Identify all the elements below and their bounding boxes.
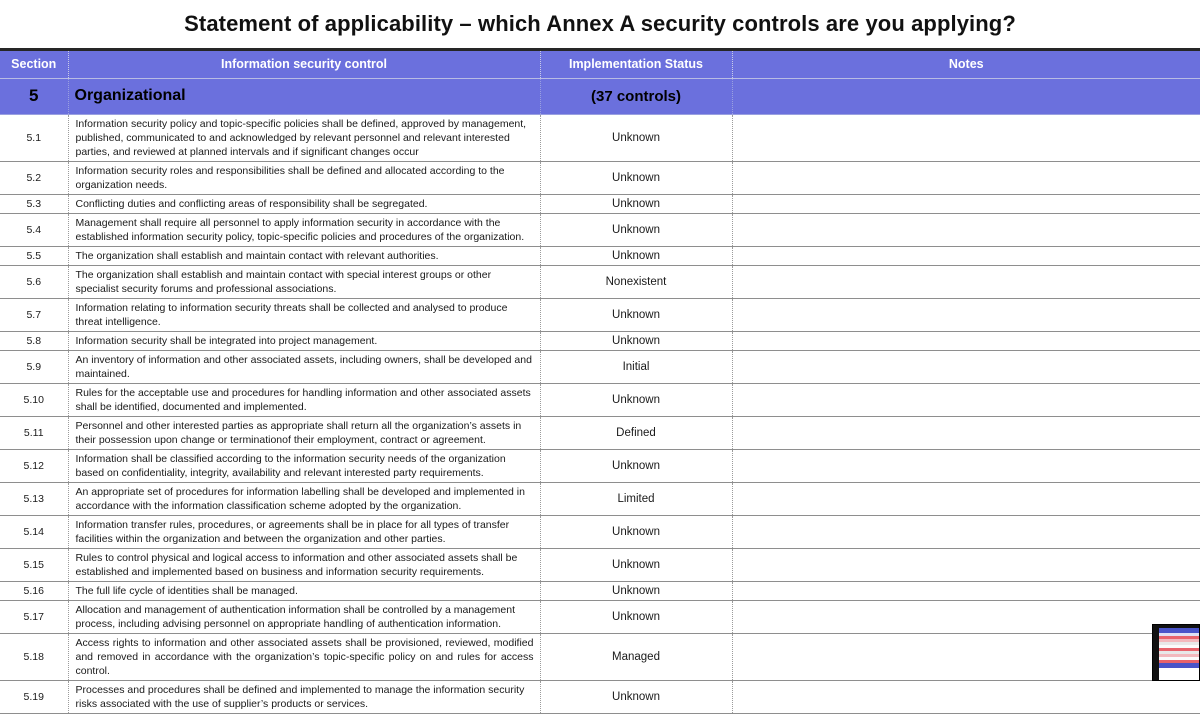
cell-notes[interactable] — [732, 548, 1200, 581]
control-line: Personnel and other interested parties as appropriate shall return all the organization’s assets in their possession upon change or termination — [75, 419, 522, 446]
cell-implementation-status[interactable]: Limited — [540, 482, 732, 515]
cell-control-description: Processes and procedures shall be defined and implemented to manage the information security risks associated with the use of supplier’s products or services. — [68, 680, 540, 713]
cell-section: 5.3 — [0, 194, 68, 213]
cell-control-description: Rules for the acceptable use and procedures for handling information and other associated assets shall be identified, documented and implemented. — [68, 383, 540, 416]
cell-section: 5.11 — [0, 416, 68, 449]
pip-thumbnail-content — [1159, 628, 1199, 680]
page-title: Statement of applicability – which Annex A security controls are you applying? — [184, 11, 1016, 36]
table-header-row — [0, 51, 1200, 78]
page-title-bar — [0, 0, 1200, 48]
statement-of-applicability-table — [0, 51, 1200, 714]
table-row — [0, 161, 1200, 194]
group-control-count: (37 controls) — [540, 78, 732, 114]
cell-section: 5.19 — [0, 680, 68, 713]
cell-section: 5.15 — [0, 548, 68, 581]
cell-control-description: An inventory of information and other associated assets, including owners, shall be developed and maintained. — [68, 350, 540, 383]
column-header-section[interactable]: Section — [0, 51, 68, 78]
table-row — [0, 633, 1200, 680]
cell-implementation-status[interactable]: Initial — [540, 350, 732, 383]
cell-notes[interactable] — [732, 482, 1200, 515]
cell-section: 5.5 — [0, 246, 68, 265]
cell-control-description: Information relating to information security threats shall be collected and analysed to produce threat intelligence. — [68, 298, 540, 331]
pip-band — [1159, 663, 1199, 668]
cell-notes[interactable] — [732, 246, 1200, 265]
group-row-organizational — [0, 78, 1200, 114]
cell-implementation-status[interactable]: Defined — [540, 416, 732, 449]
cell-implementation-status[interactable]: Unknown — [540, 298, 732, 331]
cell-implementation-status[interactable]: Managed — [540, 633, 732, 680]
cell-notes[interactable] — [732, 161, 1200, 194]
cell-control-description: Conflicting duties and conflicting areas of responsibility shall be segregated. — [68, 194, 540, 213]
cell-control-description: Allocation and management of authentication information shall be controlled by a management process, including advising personnel on appropriate handling of authentication information. — [68, 600, 540, 633]
table-row — [0, 114, 1200, 161]
cell-notes[interactable] — [732, 350, 1200, 383]
column-header-notes[interactable]: Notes — [732, 51, 1200, 78]
cell-section: 5.16 — [0, 581, 68, 600]
table-row — [0, 482, 1200, 515]
cell-control-description: The organization shall establish and maintain contact with special interest groups or other specialist security forums and professional associations. — [68, 265, 540, 298]
table-row — [0, 331, 1200, 350]
cell-control-description: An appropriate set of procedures for information labelling shall be developed and implemented in accordance with the information classification scheme adopted by the organization. — [68, 482, 540, 515]
cell-notes[interactable] — [732, 114, 1200, 161]
table-row — [0, 194, 1200, 213]
group-notes-cell[interactable] — [732, 78, 1200, 114]
cell-section: 5.10 — [0, 383, 68, 416]
cell-implementation-status[interactable]: Unknown — [540, 246, 732, 265]
table-body — [0, 78, 1200, 713]
table-row — [0, 548, 1200, 581]
cell-implementation-status[interactable]: Unknown — [540, 331, 732, 350]
cell-notes[interactable] — [732, 213, 1200, 246]
cell-section: 5.8 — [0, 331, 68, 350]
cell-notes[interactable] — [732, 449, 1200, 482]
cell-control-description: The full life cycle of identities shall be managed. — [68, 581, 540, 600]
cell-implementation-status[interactable]: Unknown — [540, 680, 732, 713]
cell-notes[interactable] — [732, 600, 1200, 633]
table-row — [0, 265, 1200, 298]
table-row — [0, 298, 1200, 331]
cell-implementation-status[interactable]: Nonexistent — [540, 265, 732, 298]
table-row — [0, 246, 1200, 265]
cell-notes[interactable] — [732, 680, 1200, 713]
table-row — [0, 213, 1200, 246]
cell-control-description: Access rights to information and other associated assets shall be provisioned, reviewed, modified and removed in accordance with the organization’s topic-specific policy on and rules for access control. — [68, 633, 540, 680]
cell-section: 5.4 — [0, 213, 68, 246]
cell-implementation-status[interactable]: Unknown — [540, 161, 732, 194]
cell-section: 5.6 — [0, 265, 68, 298]
table-row — [0, 600, 1200, 633]
table-row — [0, 350, 1200, 383]
cell-section: 5.18 — [0, 633, 68, 680]
cell-notes[interactable] — [732, 633, 1200, 680]
table-row — [0, 581, 1200, 600]
cell-implementation-status[interactable]: Unknown — [540, 581, 732, 600]
cell-implementation-status[interactable]: Unknown — [540, 600, 732, 633]
picture-in-picture-preview[interactable] — [1152, 624, 1200, 681]
cell-control-description — [68, 416, 540, 449]
cell-notes[interactable] — [732, 194, 1200, 213]
cell-control-description: Management shall require all personnel to apply information security in accordance with the established information security policy, topic-specific policies and procedures of the organization. — [68, 213, 540, 246]
cell-section: 5.14 — [0, 515, 68, 548]
table-row — [0, 383, 1200, 416]
cell-implementation-status[interactable]: Unknown — [540, 383, 732, 416]
cell-implementation-status[interactable]: Unknown — [540, 114, 732, 161]
cell-control-description: Information transfer rules, procedures, or agreements shall be in place for all types of transfer facilities within the organization and between the organization and other parties. — [68, 515, 540, 548]
cell-implementation-status[interactable]: Unknown — [540, 194, 732, 213]
control-line: of their employment, contract or agreement. — [282, 433, 486, 446]
cell-section: 5.17 — [0, 600, 68, 633]
cell-section: 5.7 — [0, 298, 68, 331]
cell-notes[interactable] — [732, 331, 1200, 350]
column-header-status[interactable]: Implementation Status — [540, 51, 732, 78]
cell-notes[interactable] — [732, 515, 1200, 548]
cell-control-description: Information security shall be integrated into project management. — [68, 331, 540, 350]
cell-control-description: Information security policy and topic-specific policies shall be defined, approved by management, published, communicated to and acknowledged by relevant personnel and relevant interested parties, and reviewed at planned intervals and if significant changes occur — [68, 114, 540, 161]
cell-notes[interactable] — [732, 416, 1200, 449]
table-row — [0, 449, 1200, 482]
cell-implementation-status[interactable]: Unknown — [540, 515, 732, 548]
group-number: 5 — [0, 78, 68, 114]
cell-control-description: Information shall be classified according to the information security needs of the organization based on confidentiality, integrity, availability and relevant interested party requirements. — [68, 449, 540, 482]
cell-control-description: Rules to control physical and logical access to information and other associated assets shall be established and implemented based on business and information security requirements. — [68, 548, 540, 581]
cell-control-description: The organization shall establish and maintain contact with relevant authorities. — [68, 246, 540, 265]
table-row — [0, 416, 1200, 449]
cell-section: 5.9 — [0, 350, 68, 383]
cell-notes[interactable] — [732, 265, 1200, 298]
table-header — [0, 51, 1200, 78]
group-name: Organizational — [68, 78, 540, 114]
cell-section: 5.2 — [0, 161, 68, 194]
column-header-control[interactable]: Information security control — [68, 51, 540, 78]
cell-control-description: Information security roles and responsibilities shall be defined and allocated according to the organization needs. — [68, 161, 540, 194]
cell-notes[interactable] — [732, 383, 1200, 416]
cell-section: 5.13 — [0, 482, 68, 515]
cell-notes[interactable] — [732, 298, 1200, 331]
table-row — [0, 680, 1200, 713]
cell-implementation-status[interactable]: Unknown — [540, 548, 732, 581]
cell-notes[interactable] — [732, 581, 1200, 600]
cell-implementation-status[interactable]: Unknown — [540, 449, 732, 482]
cell-implementation-status[interactable]: Unknown — [540, 213, 732, 246]
table-row — [0, 515, 1200, 548]
cell-section: 5.1 — [0, 114, 68, 161]
cell-section: 5.12 — [0, 449, 68, 482]
